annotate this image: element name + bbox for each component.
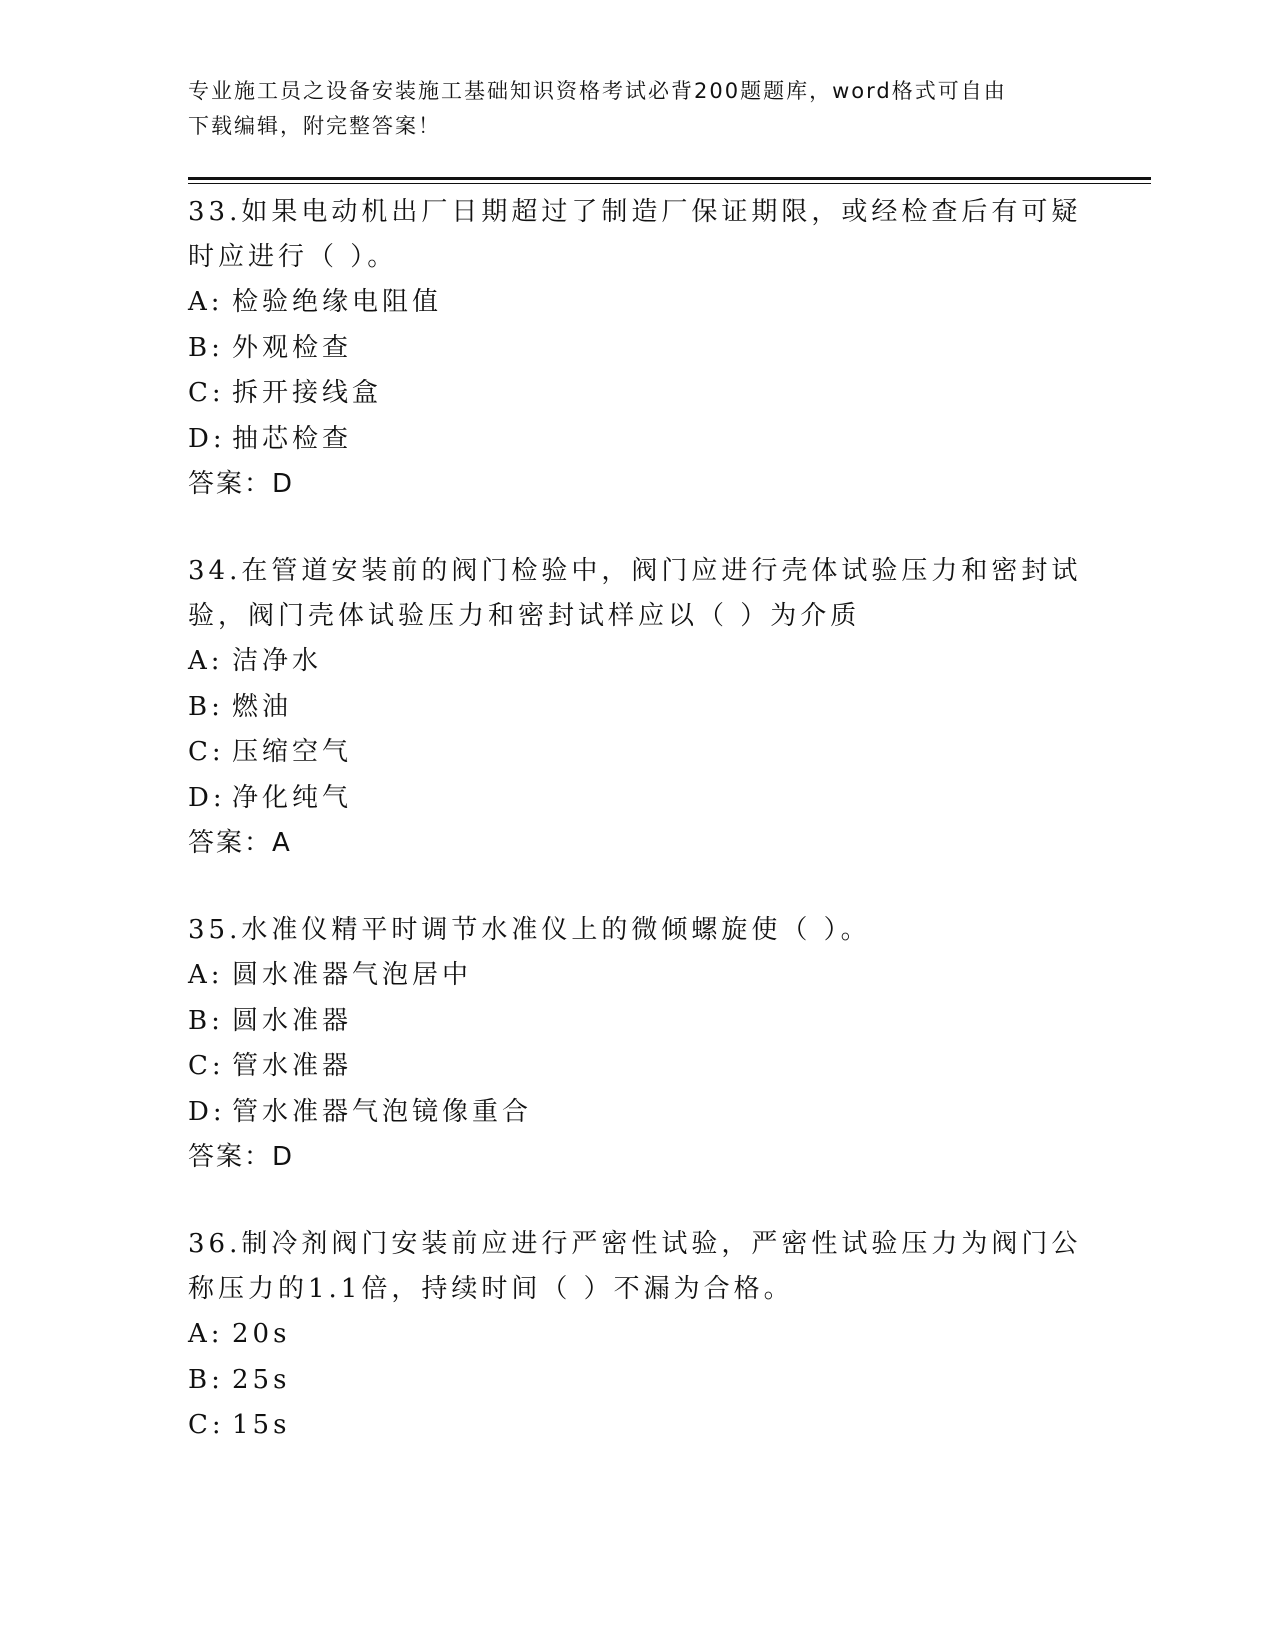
- option-d: [188, 417, 1088, 463]
- option-c: [188, 371, 1088, 417]
- option-b: [188, 1358, 1088, 1404]
- option-b: [188, 326, 1088, 372]
- option-letter: C:: [188, 1410, 225, 1440]
- option-text: 抽芯检查: [232, 423, 353, 454]
- option-letter: D:: [188, 1096, 226, 1127]
- option-text: 15s: [232, 1410, 291, 1440]
- header-divider-thin: [188, 183, 1151, 184]
- option-letter: B:: [188, 691, 224, 722]
- option-text: 检验绝缘电阻值: [232, 287, 443, 317]
- option-letter: A:: [188, 287, 224, 317]
- option-letter: B:: [188, 1364, 224, 1395]
- option-text: 压缩空气: [232, 737, 353, 767]
- option-c: [188, 1044, 1088, 1090]
- option-letter: B:: [188, 1005, 224, 1036]
- question-stem: 36.制冷剂阀门安装前应进行严密性试验，严密性试验压力为阀门公称压力的1.1倍，持续时间（ ）不漏为合格。: [188, 1229, 1082, 1304]
- option-a: [188, 1312, 1088, 1358]
- question-stem: 35.水准仪精平时调节水准仪上的微倾螺旋使（ ）。: [188, 915, 871, 945]
- option-d: [188, 776, 1088, 822]
- question-33: [188, 190, 1088, 507]
- question-stem: 33.如果电动机出厂日期超过了制造厂保证期限，或经检查后有可疑时应进行（ ）。: [188, 197, 1082, 272]
- header-divider-thick: [188, 177, 1151, 180]
- option-letter: A:: [188, 960, 224, 990]
- answer-line: 答案：D: [188, 1142, 295, 1172]
- option-text: 25s: [232, 1364, 291, 1395]
- option-letter: A:: [188, 646, 224, 676]
- question-35: [188, 908, 1088, 1180]
- option-text: 外观检查: [232, 332, 353, 363]
- option-text: 拆开接线盒: [232, 378, 383, 408]
- option-letter: B:: [188, 332, 224, 363]
- option-text: 20s: [232, 1319, 291, 1349]
- option-d: [188, 1090, 1088, 1136]
- answer-line: 答案：A: [188, 828, 292, 858]
- option-text: 净化纯气: [232, 782, 353, 813]
- option-a: [188, 280, 1088, 326]
- question-34: [188, 549, 1088, 866]
- option-letter: D:: [188, 423, 226, 454]
- option-b: [188, 999, 1088, 1045]
- question-36: [188, 1222, 1088, 1449]
- header-line-2: 下载编辑，附完整答案！: [188, 114, 441, 138]
- option-a: [188, 639, 1088, 685]
- option-b: [188, 685, 1088, 731]
- answer-line: 答案：D: [188, 469, 295, 499]
- option-c: [188, 1403, 1088, 1449]
- option-text: 管水准器气泡镜像重合: [232, 1096, 533, 1127]
- option-text: 洁净水: [232, 646, 323, 676]
- option-letter: A:: [188, 1319, 224, 1349]
- header-line-1: 专业施工员之设备安装施工基础知识资格考试必背200题题库，word格式可自由: [188, 79, 1007, 103]
- option-text: 圆水准器气泡居中: [232, 960, 473, 990]
- option-letter: C:: [188, 737, 225, 767]
- option-text: 圆水准器: [232, 1005, 353, 1036]
- question-stem: 34.在管道安装前的阀门检验中，阀门应进行壳体试验压力和密封试验，阀门壳体试验压力和密封试样应以（ ）为介质: [188, 556, 1082, 631]
- question-list: [188, 190, 1088, 1491]
- option-letter: C:: [188, 378, 225, 408]
- option-a: [188, 953, 1088, 999]
- option-letter: C:: [188, 1051, 225, 1081]
- option-letter: D:: [188, 782, 226, 813]
- option-text: 管水准器: [232, 1051, 353, 1081]
- option-text: 燃油: [232, 691, 293, 722]
- option-c: [188, 730, 1088, 776]
- document-header: [188, 74, 1068, 144]
